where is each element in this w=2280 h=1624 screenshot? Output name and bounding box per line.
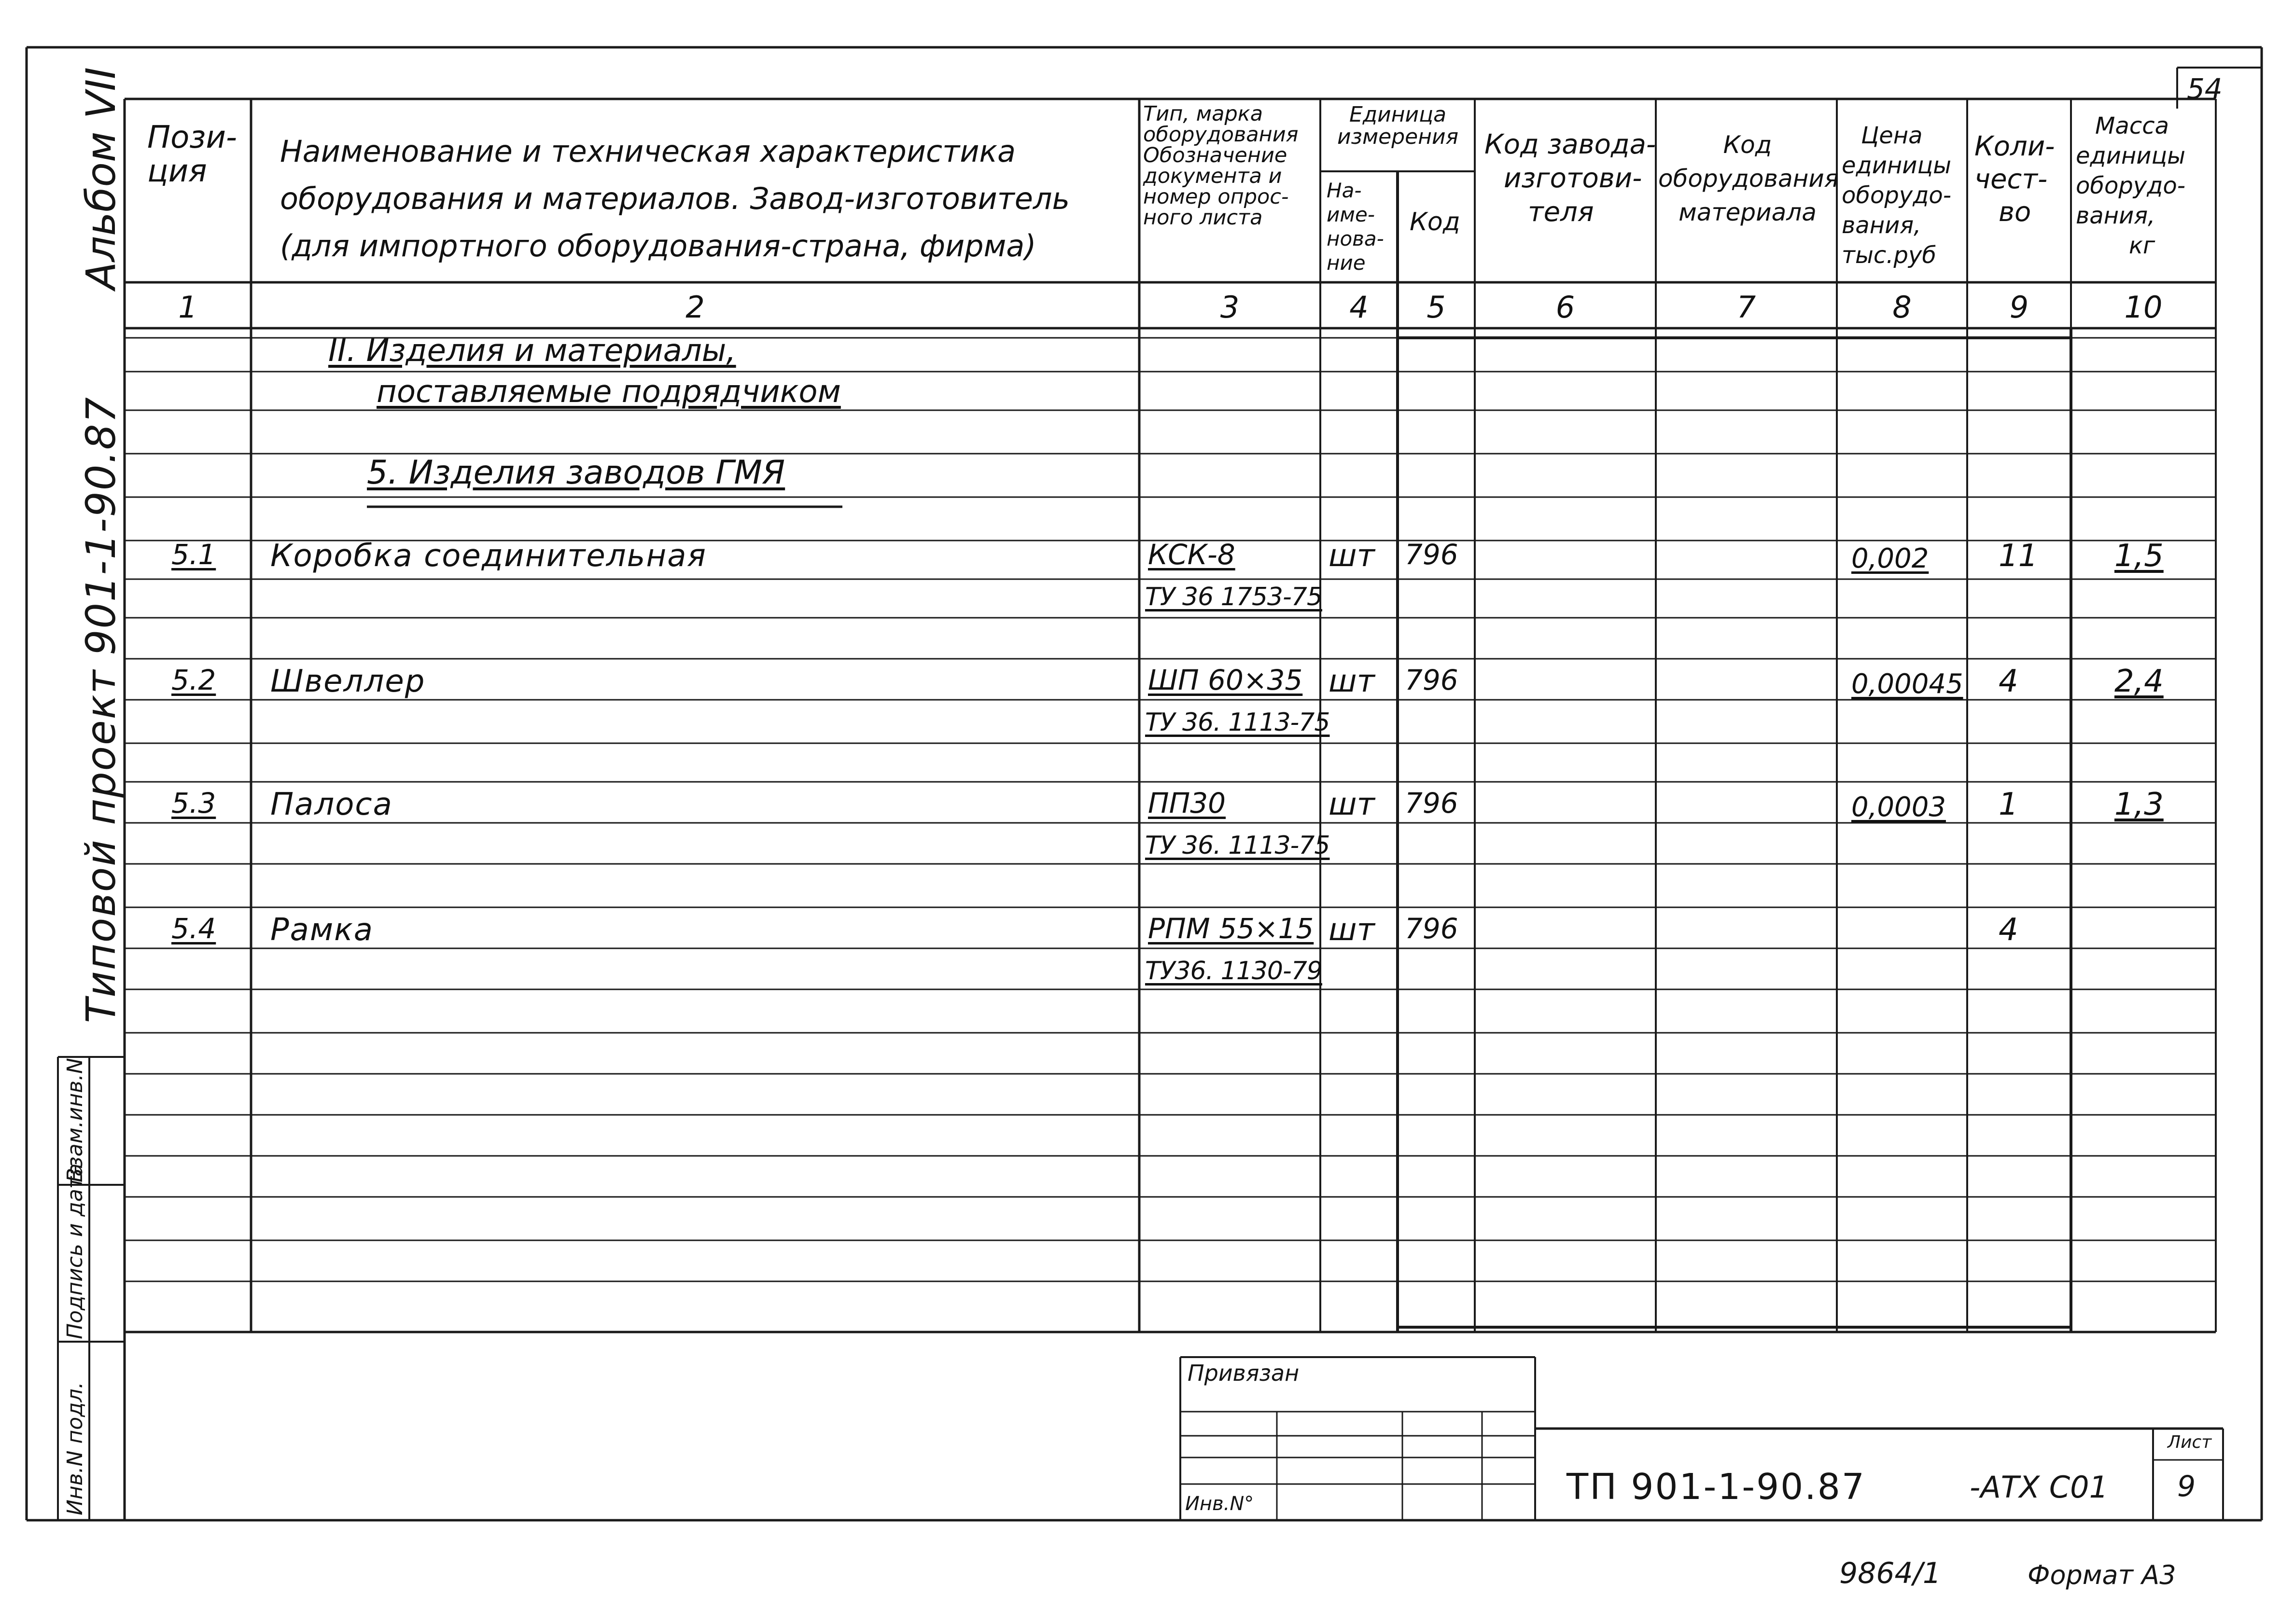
project-vertical-label: Типовой проект 901-1-90.87 — [77, 396, 125, 1023]
section-title-line2: поставляемые подрядчиком — [377, 374, 841, 410]
item-name: Рамка — [270, 912, 374, 948]
sheet-number: 54 — [2187, 72, 2223, 105]
item-price: 0,00045 — [1851, 668, 1963, 700]
stamp-document-code: -АТХ С01 — [1970, 1470, 2109, 1505]
stamp-sheet-value: 9 — [2177, 1470, 2196, 1503]
header-name: Наименование и техническая характеристика оборудования и материалов. Завод-изготовитель (для импортного оборудования-страна, фирма) — [280, 134, 1070, 264]
column-number-3: 3 — [1220, 290, 1240, 325]
section-title-line1: II. Изделия и материалы, — [328, 333, 736, 369]
stamp-inv-label: Инв.N подл. — [63, 1382, 87, 1515]
column-number-1: 1 — [178, 290, 197, 325]
stamp-bound-label: Привязан — [1188, 1360, 1300, 1386]
item-name: Коробка соединительная — [270, 538, 707, 574]
header-type-mark: Тип, марка оборудования Обозначение документа и номер опрос- ного листа — [1143, 102, 1299, 230]
header-factory-code: Код завода- изготови- теля — [1484, 129, 1656, 228]
footer-format: Формат А3 — [2028, 1560, 2176, 1590]
item-unit: шт — [1329, 664, 1375, 699]
column-number-10: 10 — [2124, 290, 2163, 325]
stamp-designation: ТП 901-1-90.87 — [1567, 1466, 1866, 1508]
item-type: ПП30 — [1148, 787, 1226, 819]
item-doc: ТУ 36. 1113-75 — [1145, 831, 1330, 860]
item-type: ШП 60×35 — [1148, 664, 1303, 696]
column-number-5: 5 — [1427, 290, 1446, 325]
album-label: Альбом VII — [77, 67, 125, 290]
item-type: РПМ 55×15 — [1148, 912, 1314, 945]
item-qty: 4 — [1999, 664, 2018, 699]
stamp-replace-label: Взам.инв.N — [63, 1058, 87, 1182]
item-unit: шт — [1329, 538, 1375, 574]
header-position: Пози- ция — [147, 120, 237, 189]
item-position: 5.4 — [171, 912, 216, 945]
item-price: 0,002 — [1851, 543, 1929, 574]
item-code: 796 — [1405, 912, 1458, 945]
item-mass: 1,5 — [2114, 538, 2164, 574]
item-code: 796 — [1405, 787, 1458, 819]
item-code: 796 — [1405, 664, 1458, 696]
item-type: КСК-8 — [1148, 538, 1235, 571]
header-unit-group: Единица измерения — [1337, 102, 1459, 149]
item-mass: 2,4 — [2114, 664, 2164, 699]
item-code: 796 — [1405, 538, 1458, 571]
item-unit: шт — [1329, 912, 1375, 948]
item-doc: ТУ 36 1753-75 — [1145, 583, 1322, 611]
header-quantity: Коли- чест- во — [1974, 131, 2055, 228]
item-doc: ТУ36. 1130-79 — [1145, 957, 1322, 986]
stamp-signature-label: Подпись и дата — [63, 1163, 87, 1339]
column-number-9: 9 — [2009, 290, 2029, 325]
header-unit-mass: Масса единицы оборудо- вания, кг — [2076, 112, 2186, 259]
item-name: Палоса — [270, 787, 393, 822]
item-qty: 4 — [1999, 912, 2018, 948]
column-number-6: 6 — [1555, 290, 1575, 325]
column-number-7: 7 — [1736, 290, 1756, 325]
header-equipment-code: Код оборудования материала — [1658, 131, 1839, 226]
item-position: 5.3 — [171, 787, 216, 819]
column-number-2: 2 — [685, 290, 705, 325]
item-price: 0,0003 — [1851, 791, 1946, 823]
item-qty: 11 — [1999, 538, 2038, 574]
subsection-title: 5. Изделия заводов ГМЯ — [367, 454, 785, 492]
item-qty: 1 — [1999, 787, 2018, 822]
stamp-inv-number-label: Инв.N° — [1185, 1493, 1254, 1515]
item-doc: ТУ 36. 1113-75 — [1145, 708, 1330, 737]
item-position: 5.1 — [171, 538, 216, 571]
item-position: 5.2 — [171, 664, 216, 696]
header-unit-price: Цена единицы оборудо- вания, тыс.руб — [1842, 122, 1952, 269]
header-unit-name: На- име- нова- ние — [1327, 179, 1384, 275]
column-number-4: 4 — [1349, 290, 1369, 325]
item-unit: шт — [1329, 787, 1375, 822]
column-number-8: 8 — [1892, 290, 1912, 325]
footer-number: 9864/1 — [1839, 1556, 1942, 1590]
item-name: Швеллер — [270, 664, 426, 699]
stamp-sheet-label: Лист — [2168, 1432, 2212, 1452]
item-mass: 1,3 — [2114, 787, 2164, 822]
header-unit-code: Код — [1410, 208, 1460, 236]
